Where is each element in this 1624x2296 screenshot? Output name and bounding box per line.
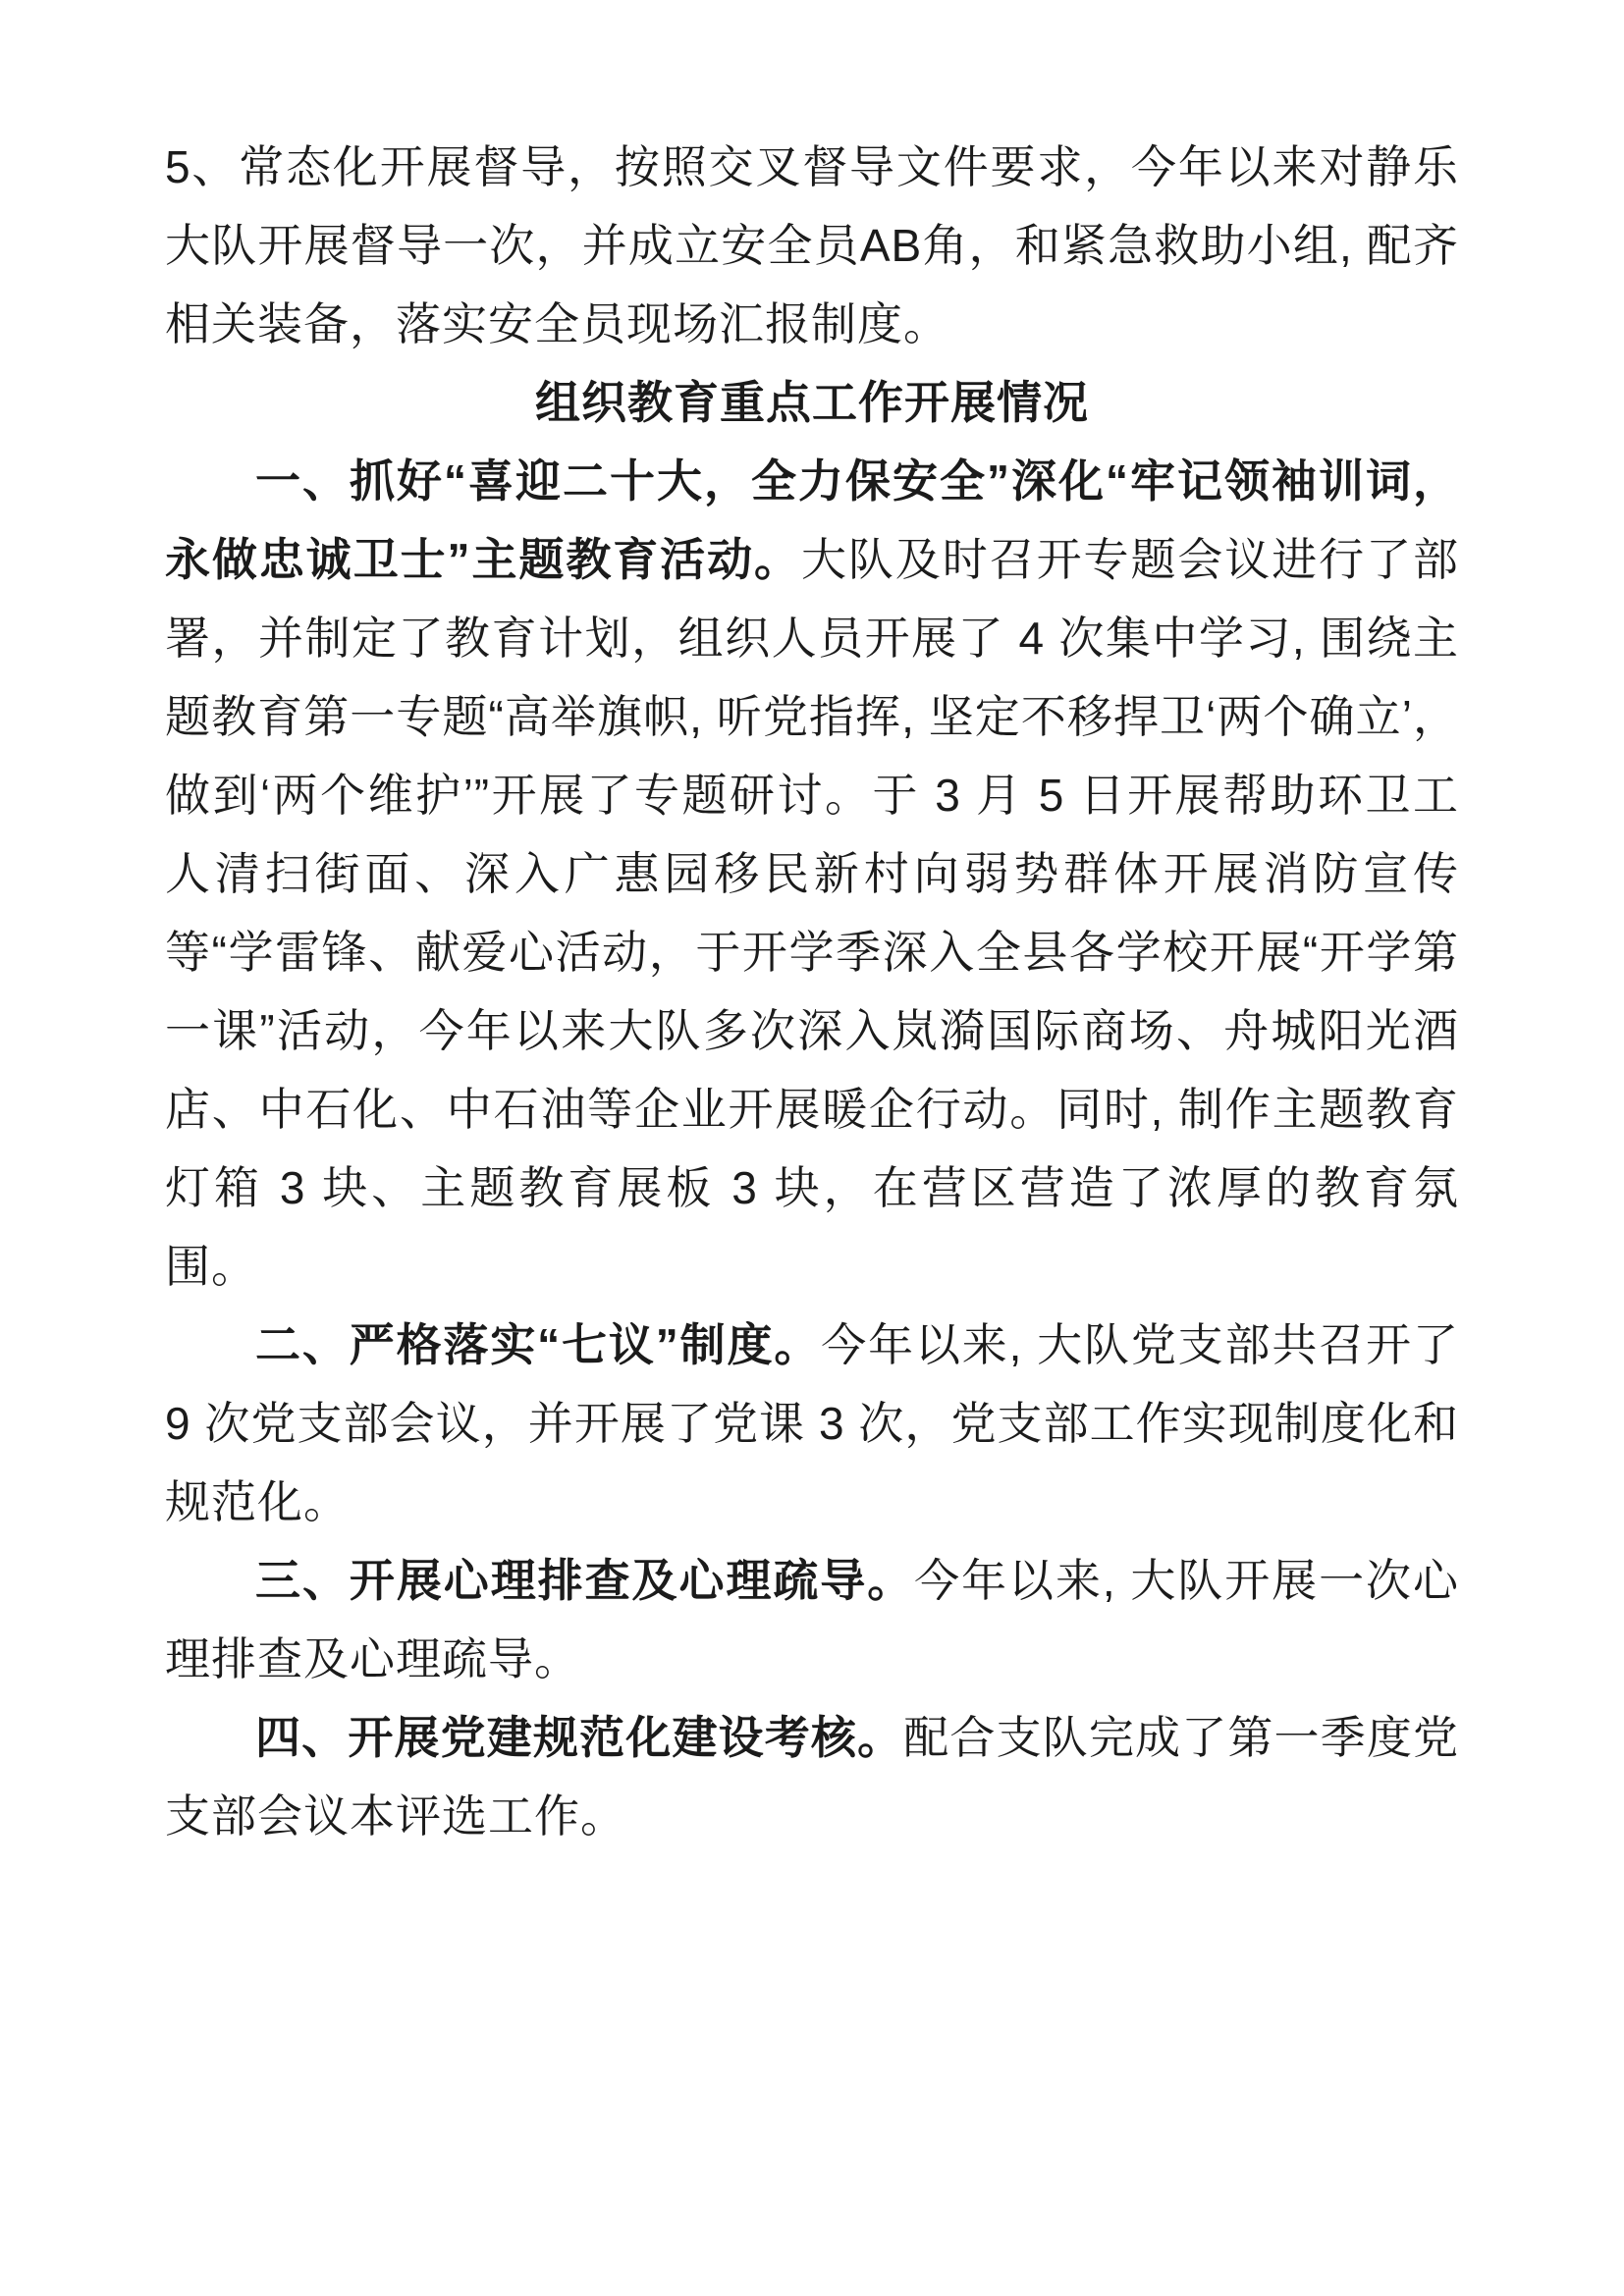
paragraph-section-2	[165, 1306, 1459, 1541]
paragraph-section-3	[165, 1541, 1459, 1698]
paragraph-item-5	[165, 128, 1459, 363]
paragraph-section-1-body: 大队及时召开专题会议进行了部署，并制定了教育计划，组织人员开展了 4 次集中学习, 围绕主题教育第一专题“高举旗帜, 听党指挥, 坚定不移捍卫‘两个确立’，做到‘两个维护’”开展了专题研讨。于 3 月 5 日开展帮助环卫工人清扫街面、深入广惠园移民新村向弱势群体开展消防宣传等“学雷锋、献爱心活动，于开学季深入全县各学校开展“开学第一课”活动，今年以来大队多次深入岚漪国际商场、舟城阳光酒店、中石化、中石油等企业开展暖企行动。同时, 制作主题教育灯箱 3 块、主题教育展板 3 块，在营区营造了浓厚的教育氛围。	[165, 534, 1460, 1292]
paragraph-section-3-lead: 三、开展心理排查及心理疏导。	[255, 1555, 915, 1606]
paragraph-section-4-body: 配合支队完成了第一季度党支部会议本评选工作。	[165, 1712, 1460, 1842]
paragraph-section-1	[165, 442, 1459, 1306]
paragraph-section-2-lead: 二、严格落实“七议”制度。	[255, 1319, 822, 1370]
paragraph-section-1-lead: 一、抓好“喜迎二十大，全力保安全”深化“牢记领袖训词，永做忠诚卫士”主题教育活动。	[165, 455, 1459, 585]
paragraph-section-3-body: 今年以来, 大队开展一次心理排查及心理疏导。	[165, 1555, 1459, 1684]
paragraph-section-4	[165, 1698, 1459, 1855]
paragraph-item-5-text: 5、常态化开展督导，按照交叉督导文件要求，今年以来对静乐大队开展督导一次，并成立安全员AB角，和紧急救助小组, 配齐相关装备，落实安全员现场汇报制度。	[165, 141, 1459, 349]
section-heading: 组织教育重点工作开展情况	[535, 377, 1089, 428]
paragraph-section-2-body: 今年以来, 大队党支部共召开了 9 次党支部会议，并开展了党课 3 次，党支部工作实现制度化和规范化。	[165, 1319, 1459, 1527]
paragraph-section-4-lead: 四、开展党建规范化建设考核。	[255, 1712, 904, 1763]
